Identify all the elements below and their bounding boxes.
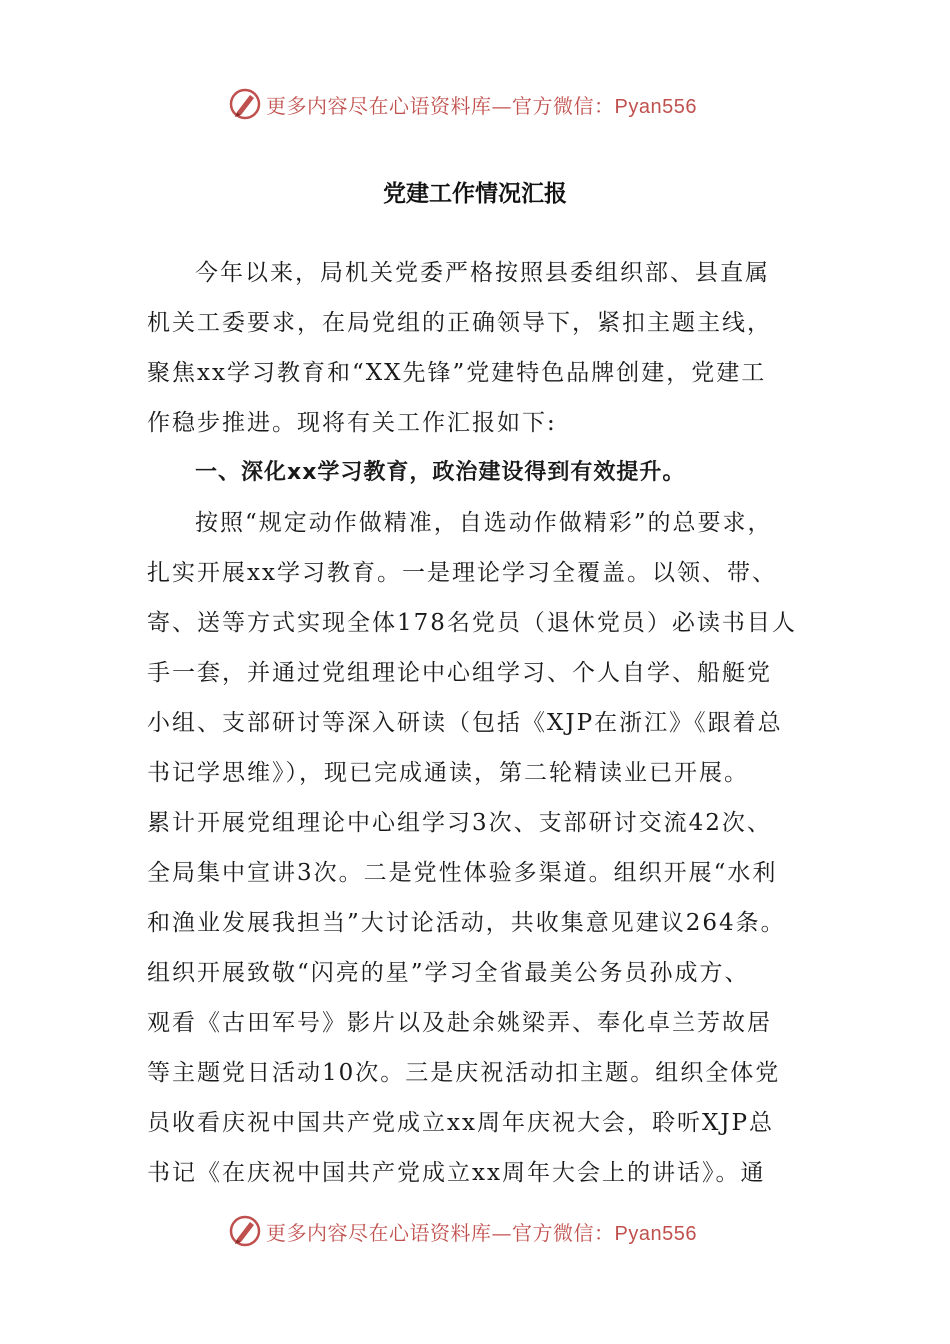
- document-title: 党建工作情况汇报: [383, 180, 567, 207]
- paragraph-line: 按照“规定动作做精准，自选动作做精彩”的总要求，: [195, 510, 773, 536]
- paragraph-line: 寄、送等方式实现全体178名党员（退休党员）必读书目人: [147, 610, 797, 636]
- paragraph-line: 等主题党日活动10次。三是庆祝活动扣主题。组织全体党: [147, 1060, 781, 1086]
- watermark-text: 更多内容尽在心语资料库—官方微信：Pyan556: [266, 1220, 697, 1245]
- paragraph-line: 书记学思维》），现已完成通读，第二轮精读业已开展。: [147, 760, 749, 786]
- watermark-header: [228, 84, 748, 124]
- pen-logo-icon: [228, 1214, 262, 1248]
- paragraph-line: 聚焦xx学习教育和“XX先锋”党建特色品牌创建，党建工: [147, 360, 767, 386]
- paragraph-line: 今年以来，局机关党委严格按照县委组织部、县直属: [195, 260, 770, 286]
- paragraph-line: 手一套，并通过党组理论中心组学习、个人自学、船艇党: [147, 660, 772, 686]
- paragraph-line: 和渔业发展我担当”大讨论活动，共收集意见建议264条。: [147, 910, 786, 936]
- paragraph-line: 全局集中宣讲3次。二是党性体验多渠道。组织开展“水利: [147, 860, 778, 886]
- paragraph-line: 书记《在庆祝中国共产党成立xx周年大会上的讲话》。通: [147, 1160, 766, 1186]
- paragraph-line: 累计开展党组理论中心组学习3次、支部研讨交流42次、: [147, 810, 772, 836]
- paragraph-line: 小组、支部研讨等深入研读（包括《XJP在浙江》《跟着总: [147, 710, 783, 736]
- paragraph-line: 机关工委要求，在局党组的正确领导下，紧扣主题主线，: [147, 310, 772, 336]
- paragraph-line: 员收看庆祝中国共产党成立xx周年庆祝大会，聆听XJP总: [147, 1110, 775, 1136]
- document-body: [147, 248, 807, 1198]
- pen-logo-icon: [228, 87, 262, 121]
- paragraph-line: 扎实开展xx学习教育。一是理论学习全覆盖。以领、带、: [147, 560, 777, 586]
- paragraph-line: 观看《古田军号》影片以及赴余姚梁弄、奉化卓兰芳故居: [147, 1010, 772, 1036]
- watermark-footer: [228, 1211, 748, 1251]
- paragraph-line: 组织开展致敬“闪亮的星”学习全省最美公务员孙成方、: [147, 960, 750, 986]
- watermark-text: 更多内容尽在心语资料库—官方微信：Pyan556: [266, 93, 697, 118]
- paragraph-line: 作稳步推进。现将有关工作汇报如下:: [147, 410, 557, 436]
- section-heading: 一、深化xx学习教育，政治建设得到有效提升。: [195, 460, 686, 485]
